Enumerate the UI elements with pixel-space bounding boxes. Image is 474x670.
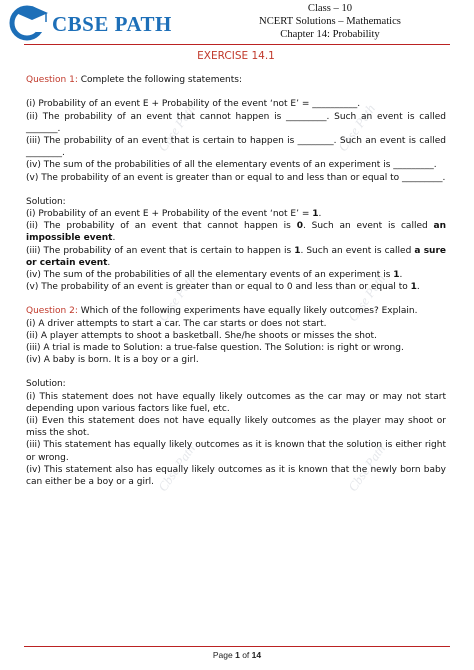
q2-item: (iii) A trial is made to Solution: a true-false question. The Solution: is right or wrong. — [26, 343, 404, 354]
question-2: Question 2: Which of the following experiments have equally likely outcomes? Explain. — [26, 306, 418, 317]
page-header — [230, 2, 430, 41]
q1-item: (iii) The probability of an event that is certain to happen is ________. Such an event is called ________. — [26, 136, 446, 159]
s1-item: (iv) The sum of the probabilities of all the elementary events of an experiment is 1. — [26, 270, 403, 281]
exercise-title: EXERCISE 14.1 — [197, 50, 275, 62]
watermark: Cbse Path — [154, 271, 199, 325]
s2-item: (iii) This statement has equally likely outcomes as it is known that the solution is either right or wrong. — [26, 440, 446, 463]
s2-item: (i) This statement does not have equally likely outcomes as the car may or may not start depending upon various factors like fuel, etc. — [26, 391, 446, 414]
page-content — [26, 50, 446, 488]
solution-label: Solution: — [26, 196, 66, 207]
page-number: Page 1 of 14 — [212, 650, 262, 660]
watermark: Cbse Path — [334, 101, 379, 155]
s2-item: (iv) This statement also has equally likely outcomes as it is known that the newly born baby can either be a boy or a girl. — [26, 464, 446, 488]
q2-item: (i) A driver attempts to start a car. The car starts or does not start. — [26, 318, 327, 329]
s2-item: (ii) Even this statement does not have equally likely outcomes as the player may shoot or miss the shot. — [26, 416, 446, 439]
question-label: Question 2: — [26, 306, 78, 317]
header-divider — [24, 44, 450, 45]
s1-item: (iii) The probability of an event that is certain to happen is 1. Such an event is called a sure or certain event. — [26, 245, 447, 268]
q1-item: (i) Probability of an event E + Probability of the event ‘not E’ = __________. — [26, 99, 361, 110]
s1-item: (ii) The probability of an event that cannot happen is 0. Such an event is called an impossible event. — [26, 221, 446, 244]
s1-item: (i) Probability of an event E + Probability of the event ‘not E’ = 1. — [26, 209, 322, 220]
chapter-line: Chapter 14: Probability — [280, 29, 380, 40]
graduation-cap-icon — [8, 2, 50, 42]
solution-label: Solution: — [26, 379, 66, 390]
s1-item: (v) The probability of an event is greater than or equal to 0 and less than or equal to 1. — [26, 282, 420, 293]
watermark: Cbse Path — [154, 101, 199, 155]
q2-item: (iv) A baby is born. It is a boy or a girl. — [26, 355, 199, 366]
q1-item: (v) The probability of an event is greater than or equal to and less than or equal to _________. — [26, 172, 446, 183]
watermark: Cbse Path — [344, 271, 389, 325]
q1-item: (ii) The probability of an event that cannot happen is _________. Such an event is called _______. — [26, 111, 446, 134]
subject-line: NCERT Solutions – Mathematics — [259, 16, 401, 27]
question-1: Question 1: Complete the following statements: — [26, 75, 242, 86]
question-label: Question 1: — [26, 75, 78, 86]
watermark: Cbse Path — [344, 441, 389, 495]
footer-divider — [24, 646, 450, 647]
brand-name: CBSE PATH — [52, 12, 172, 36]
brand-logo — [8, 4, 198, 40]
watermark: Cbse Path — [154, 441, 199, 495]
class-line: Class – 10 — [307, 3, 353, 14]
q1-item: (iv) The sum of the probabilities of all the elementary events of an experiment is _________. — [26, 160, 437, 171]
q2-item: (ii) A player attempts to shoot a basketball. She/he shoots or misses the shot. — [26, 330, 377, 341]
